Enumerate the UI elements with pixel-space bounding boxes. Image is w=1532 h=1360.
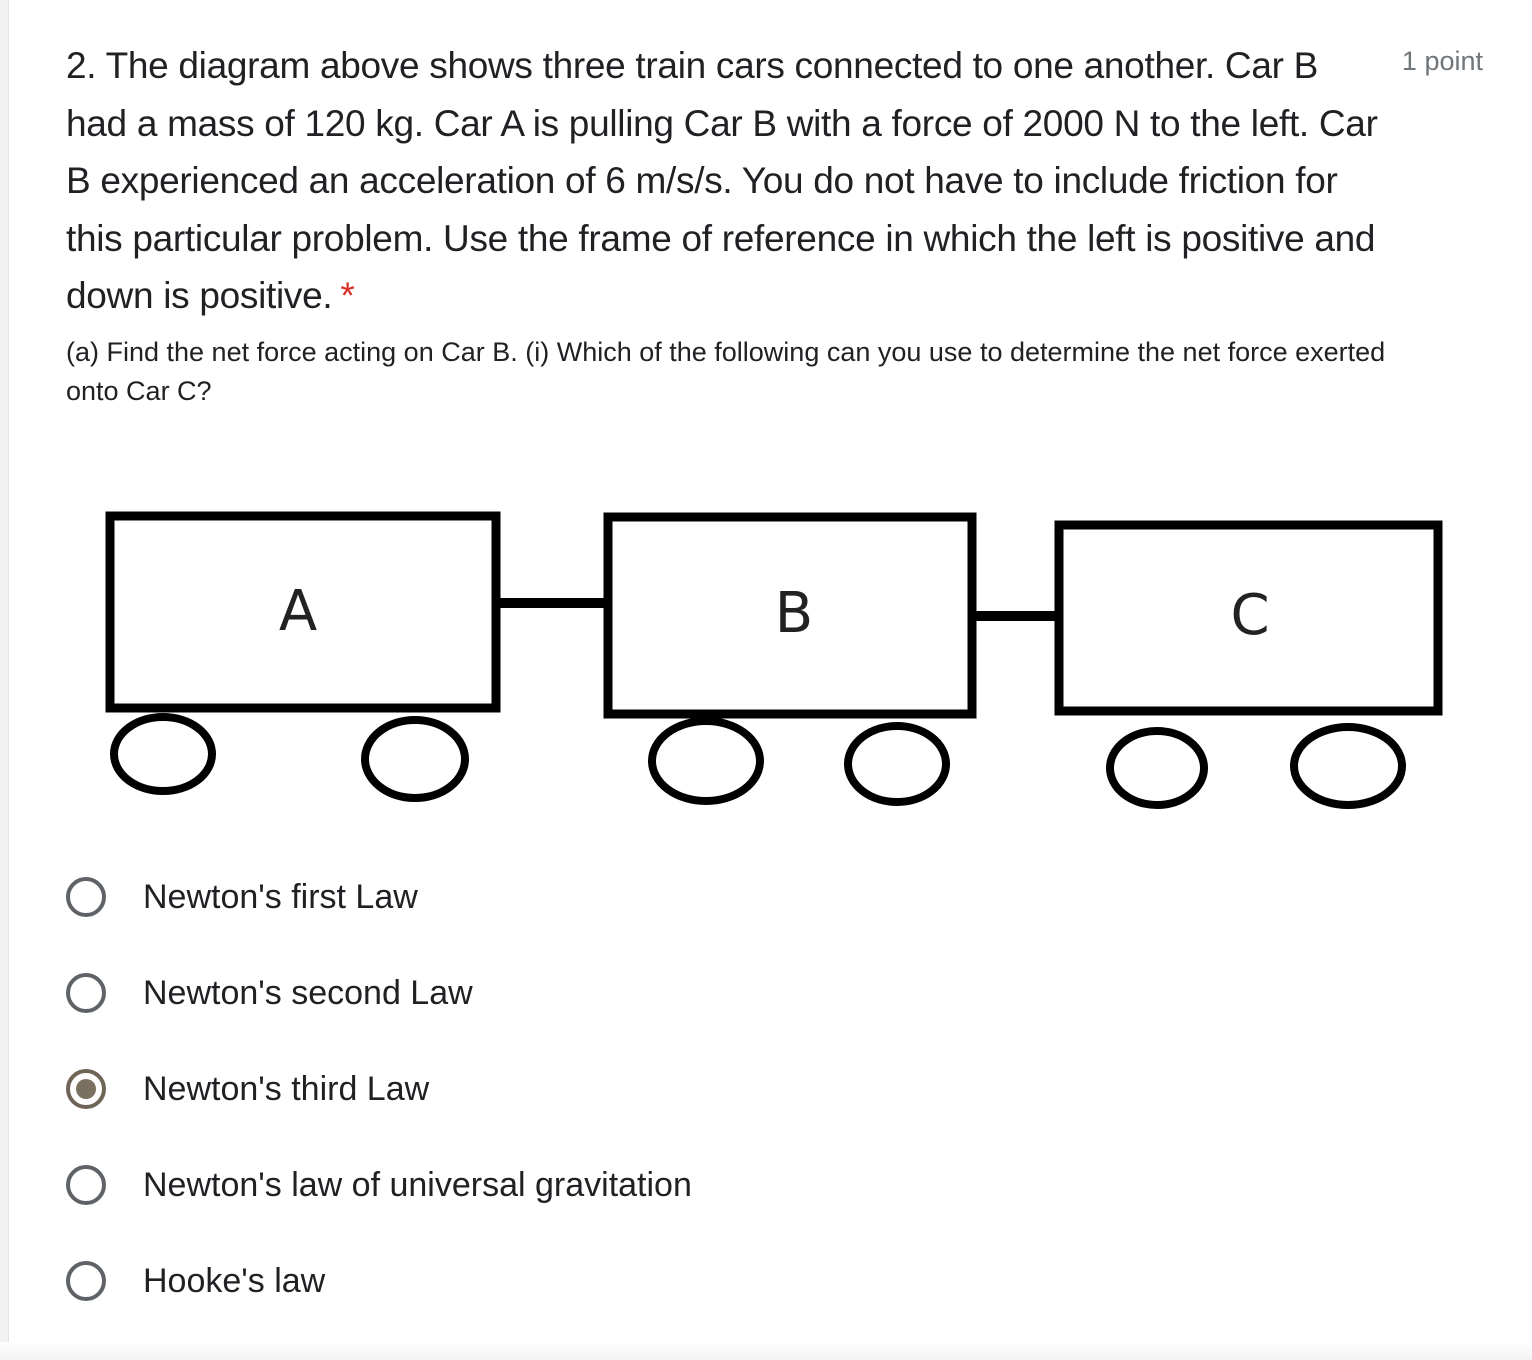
option-hookes-law[interactable] xyxy=(66,1251,966,1347)
car-a-wheel-left xyxy=(114,717,212,791)
question-description: (a) Find the net force acting on Car B. (i) Which of the following can you use to determine the net force exerted onto Car C? xyxy=(66,337,1386,406)
car-a-wheel-right xyxy=(365,720,465,798)
car-c-wheel-left xyxy=(1110,731,1204,805)
train-car-b xyxy=(608,517,972,802)
bottom-edge xyxy=(0,1342,1532,1360)
points-label: 1 point xyxy=(1401,46,1483,76)
radio-button[interactable] xyxy=(66,877,106,917)
question-card xyxy=(9,0,1532,1342)
required-asterisk: * xyxy=(340,275,355,316)
train-car-c xyxy=(1059,525,1438,805)
train-car-a xyxy=(110,516,496,798)
option-label: Newton's second Law xyxy=(143,974,473,1012)
coupler-a-b xyxy=(496,598,604,608)
option-label: Newton's third Law xyxy=(143,1070,430,1108)
question-title-text: 2. The diagram above shows three train cars connected to one another. Car B had a mass of 120 kg. Car A is pulling Car B with a force of 2000 N to the left. Car B experienced an acceleration of 6 m/s/s. You do not have to include friction for this particular problem. Use the frame of reference in which the left is positive and down is positive. xyxy=(66,45,1378,316)
radio-button[interactable] xyxy=(66,1261,106,1301)
question-title xyxy=(66,37,1386,325)
car-label-b: B xyxy=(774,581,814,646)
radio-button-selected[interactable] xyxy=(66,1069,106,1109)
option-label: Hooke's law xyxy=(143,1262,326,1300)
radio-button[interactable] xyxy=(66,1165,106,1205)
car-c-wheel-right xyxy=(1294,727,1402,805)
option-label: Newton's law of universal gravitation xyxy=(143,1166,692,1204)
car-b-wheel-right xyxy=(848,726,946,802)
option-newtons-third-law[interactable] xyxy=(66,1059,966,1155)
radio-button[interactable] xyxy=(66,973,106,1013)
option-universal-gravitation[interactable] xyxy=(66,1155,966,1251)
train-cars-diagram xyxy=(97,506,1457,820)
coupler-b-c xyxy=(972,611,1058,621)
car-label-a: A xyxy=(278,579,318,644)
option-label: Newton's first Law xyxy=(143,878,418,916)
answer-options xyxy=(66,867,966,1347)
car-b-wheel-left xyxy=(652,721,760,801)
option-newtons-first-law[interactable] xyxy=(66,867,966,963)
option-newtons-second-law[interactable] xyxy=(66,963,966,1059)
car-label-c: C xyxy=(1230,583,1270,648)
left-edge xyxy=(0,0,9,1360)
